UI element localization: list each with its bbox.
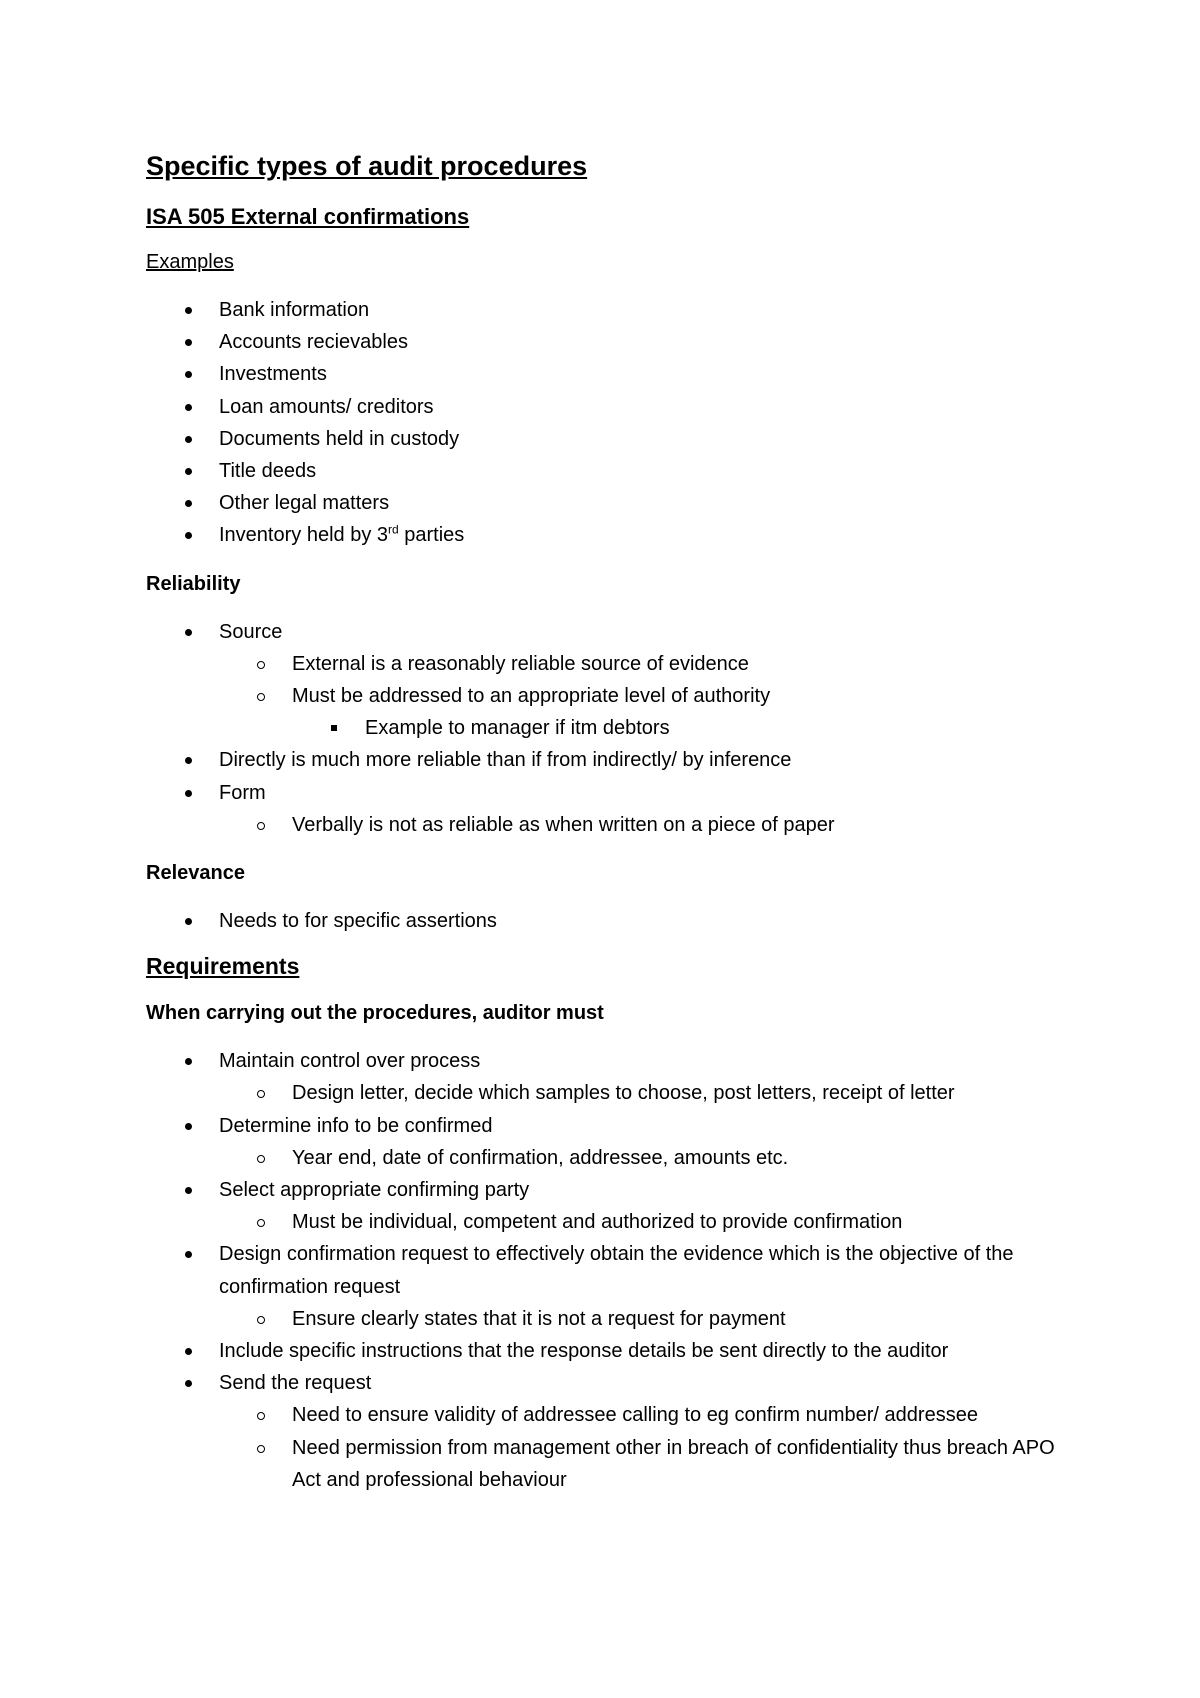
document-title: Specific types of audit procedures: [146, 151, 588, 181]
relevance-label: Relevance: [146, 862, 245, 885]
list-item: [146, 1045, 1086, 1109]
requirement-text: Send the request: [219, 1372, 372, 1395]
sub-list-item: Design letter, decide which samples to choose, post letters, receipt of letter: [219, 1077, 1086, 1109]
list-item: [146, 777, 1086, 841]
list-item: Include specific instructions that the response details be sent directly to the auditor: [146, 1335, 1086, 1367]
list-item: Investments: [146, 358, 1086, 390]
list-item: [146, 519, 1086, 551]
list-item: [146, 1110, 1086, 1174]
document-content: [146, 148, 1086, 1496]
requirements-intro: When carrying out the procedures, auditor must: [146, 1002, 604, 1025]
sub-sub-list-item: Example to manager if itm debtors: [292, 712, 1086, 744]
list-item: Directly is much more reliable than if from indirectly/ by inference: [146, 744, 1086, 776]
relevance-list: [146, 905, 1086, 937]
list-item: Documents held in custody: [146, 423, 1086, 455]
inventory-text-end: parties: [398, 524, 465, 547]
requirement-text: Select appropriate confirming party: [219, 1179, 530, 1202]
form-text: Form: [219, 781, 266, 804]
sub-list-item: External is a reasonably reliable source of evidence: [219, 648, 1086, 680]
inventory-text: Inventory held by 3: [219, 524, 388, 547]
sub-list-item: Year end, date of confirmation, addressee, amounts etc.: [219, 1142, 1086, 1174]
list-item: Bank information: [146, 294, 1086, 326]
list-item: [146, 1174, 1086, 1238]
list-item: [146, 616, 1086, 745]
reliability-label: Reliability: [146, 572, 241, 595]
list-item: Needs to for specific assertions: [146, 905, 1086, 937]
list-item: Other legal matters: [146, 487, 1086, 519]
section-heading-requirements: Requirements: [146, 953, 300, 980]
examples-label: Examples: [146, 251, 234, 273]
authority-text: Must be addressed to an appropriate level of authority: [292, 685, 771, 708]
form-sublist: [219, 809, 1086, 841]
sub-list-item: Must be individual, competent and authorized to provide confirmation: [219, 1206, 1086, 1238]
list-item: Accounts recievables: [146, 326, 1086, 358]
source-sublist: [219, 648, 1086, 745]
list-item: [146, 1367, 1086, 1496]
requirement-text: Determine info to be confirmed: [219, 1114, 493, 1137]
list-item: [146, 1238, 1086, 1335]
requirement-sublist: [219, 1399, 1086, 1496]
section-heading-isa505: ISA 505 External confirmations: [146, 204, 470, 229]
requirement-sublist: [219, 1142, 1086, 1174]
requirement-text: Design confirmation request to effectively obtain the evidence which is the objective of the confirmation request: [219, 1243, 1014, 1298]
examples-list: [146, 294, 1086, 552]
superscript-rd: rd: [388, 522, 399, 537]
source-text: Source: [219, 620, 283, 643]
list-item: Loan amounts/ creditors: [146, 391, 1086, 423]
sub-list-item: Need to ensure validity of addressee calling to eg confirm number/ addressee: [219, 1399, 1086, 1431]
requirement-sublist: [219, 1077, 1086, 1109]
requirement-sublist: [219, 1303, 1086, 1335]
sub-list-item: Need permission from management other in breach of confidentiality thus breach APO Act and professional behaviour: [219, 1432, 1086, 1496]
requirement-text: Maintain control over process: [219, 1050, 481, 1073]
requirement-sublist: [219, 1206, 1086, 1238]
list-item: Title deeds: [146, 455, 1086, 487]
authority-sublist: [292, 712, 1086, 744]
sub-list-item: Ensure clearly states that it is not a request for payment: [219, 1303, 1086, 1335]
sub-list-item: Verbally is not as reliable as when written on a piece of paper: [219, 809, 1086, 841]
requirements-list: [146, 1045, 1086, 1496]
reliability-list: [146, 616, 1086, 841]
sub-list-item: [219, 680, 1086, 744]
